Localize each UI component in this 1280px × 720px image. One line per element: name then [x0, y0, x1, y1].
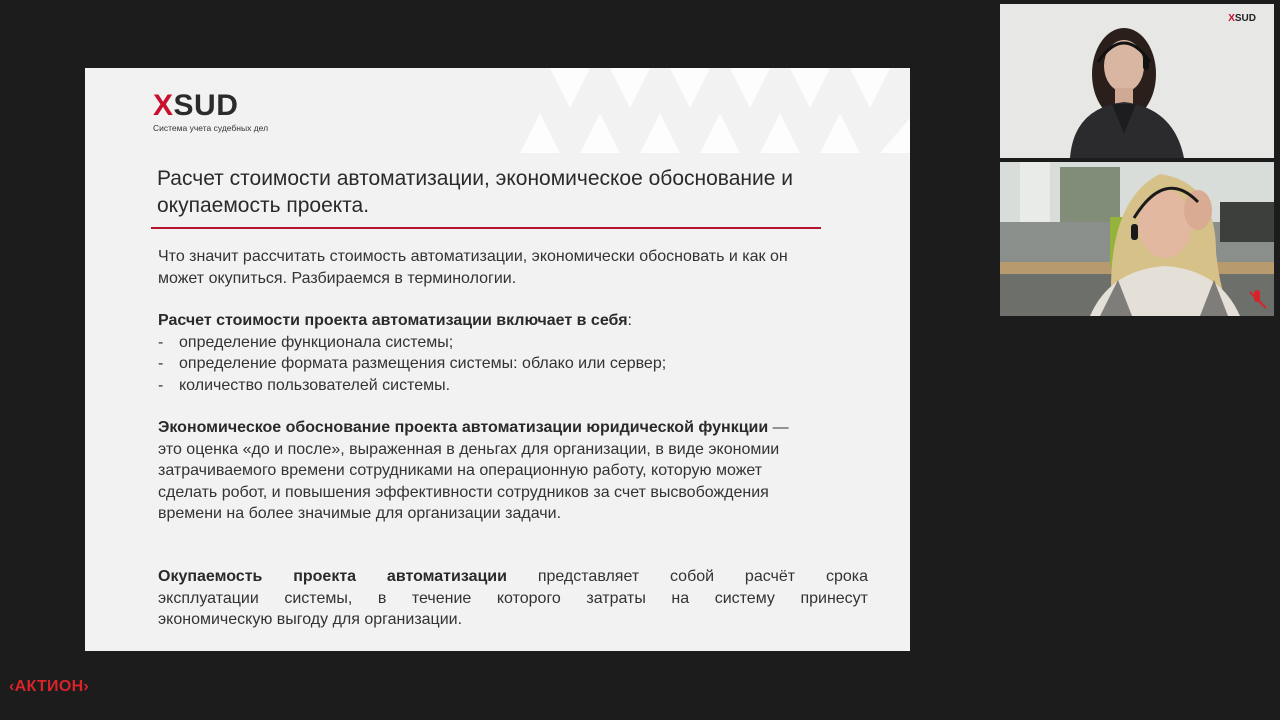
presentation-slide: [85, 68, 910, 651]
cost-list: [158, 332, 868, 397]
slide-title: [157, 165, 857, 219]
econ-heading: Экономическое обоснование проекта автоматизации юридической функции: [158, 419, 769, 436]
watermark-pattern: [510, 68, 910, 158]
intro-paragraph: [158, 246, 868, 289]
econ-line3: сделать робот, и повышения эффективности сотрудников за счет высвобождения: [158, 483, 769, 501]
cost-section: [158, 310, 868, 396]
econ-line1: это оценка «до и после», выраженная в деньгах для организации, в виде экономии: [158, 440, 780, 458]
payback-section: [158, 566, 868, 631]
xsud-logo: [153, 90, 268, 133]
slide-title-line2: окупаемость проекта.: [157, 194, 370, 217]
cost-heading-colon: :: [627, 312, 632, 329]
cost-list-item: - определение формата размещения системы: облако или сервер;: [158, 353, 868, 375]
slide-title-line1: Расчет стоимости автоматизации, экономическое обоснование и: [157, 167, 793, 190]
participant-video-1: [1000, 4, 1274, 158]
logo-x-letter: X: [153, 89, 174, 122]
participant-video-2: [1000, 162, 1274, 316]
payback-heading: Окупаемость проекта автоматизации: [158, 568, 507, 585]
logo-sud-letters: SUD: [173, 89, 239, 122]
econ-line4: времени на более значимые для организации задачи.: [158, 505, 562, 522]
payback-text3: экономическую выгоду для организации.: [158, 611, 463, 628]
tile-xsud-logo: XSUD: [1228, 13, 1256, 24]
cost-list-item: - определение функционала системы;: [158, 332, 868, 354]
econ-dash: —: [768, 419, 789, 436]
cost-list-item: - количество пользователей системы.: [158, 375, 868, 397]
cost-heading: Расчет стоимости проекта автоматизации включает в себя: [158, 312, 628, 329]
aktion-logo: ‹АКТИОН›: [9, 678, 90, 695]
payback-text1: представляет собой расчёт срока: [506, 568, 868, 585]
intro-line1: Что значит рассчитать стоимость автоматизации, экономически обосновать и как он: [158, 248, 788, 265]
payback-text2: эксплуатации системы, в течение которого затраты на систему принесут: [158, 589, 868, 607]
title-underline: [151, 227, 821, 229]
intro-line2: может окупиться. Разбираемся в терминологии.: [158, 269, 517, 287]
logo-subtitle: Система учета судебных дел: [153, 123, 269, 133]
video-tile-speaker-2[interactable]: [1000, 162, 1274, 316]
video-tile-speaker-1[interactable]: [1000, 4, 1274, 158]
econ-line2: затрачиваемого времени сотрудниками на операционную работу, которую может: [158, 462, 763, 479]
economic-section: [158, 417, 868, 525]
